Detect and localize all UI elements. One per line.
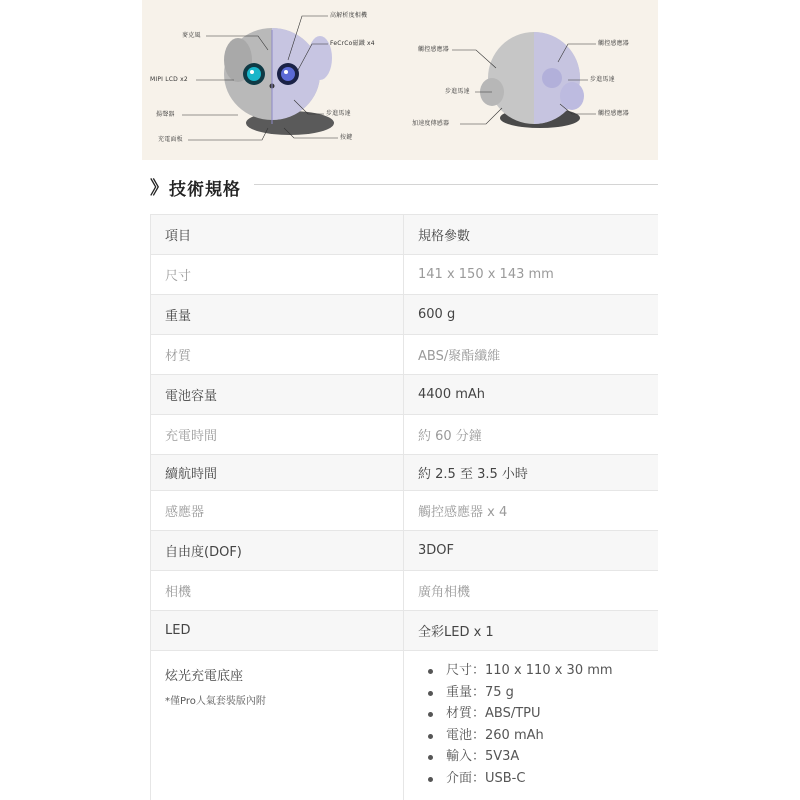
table-row xyxy=(150,415,658,455)
section-divider xyxy=(254,184,658,185)
row-value: 600 g xyxy=(418,307,456,322)
label-fecrco-magnet: FeCrCo磁鐵 x4 xyxy=(330,40,375,47)
list-item: 電池：260 mAh xyxy=(428,725,613,747)
row-value: 全彩LED x 1 xyxy=(418,625,494,640)
label-hd-camera: 高解析度相機 xyxy=(330,12,368,19)
label-charging-panel: 充電面板 xyxy=(158,136,183,143)
row-value: 約 2.5 至 3.5 小時 xyxy=(418,467,528,482)
label-accelerometer: 加速度傳感器 xyxy=(412,120,450,127)
row-value: 約 60 分鐘 xyxy=(418,429,482,444)
label-touch-sensor-left: 觸控感應器 xyxy=(418,46,450,53)
label-button: 按鍵 xyxy=(340,134,353,141)
table-row xyxy=(150,455,658,491)
header-value: 規格參數 xyxy=(418,229,471,244)
table-row xyxy=(150,295,658,335)
row-value: 3DOF xyxy=(418,543,454,558)
product-diagram xyxy=(142,0,658,160)
label-stepper-motor-left: 步進馬達 xyxy=(445,88,470,95)
row-value: 觸控感應器 x 4 xyxy=(418,505,508,520)
dock-item-label: 炫光充電底座 xyxy=(165,669,244,684)
table-row xyxy=(150,335,658,375)
specs-table xyxy=(150,214,658,800)
label-stepper-motor-center: 步進馬達 xyxy=(326,110,351,117)
row-item: 重量 xyxy=(150,295,404,334)
list-item: 重量：75 g xyxy=(428,682,613,704)
diagram-leader-lines xyxy=(142,0,658,160)
header-item: 項目 xyxy=(150,215,404,254)
list-item: 尺寸：110 x 110 x 30 mm xyxy=(428,660,613,682)
table-header-row xyxy=(150,215,658,255)
table-row xyxy=(150,571,658,611)
row-item: 感應器 xyxy=(150,491,404,530)
row-value: ABS/聚酯纖維 xyxy=(418,349,501,364)
list-item: 輸入：5V3A xyxy=(428,746,613,768)
label-microphone: 麥克風 xyxy=(182,32,201,39)
label-touch-sensor-bottom: 觸控感應器 xyxy=(598,110,630,117)
table-row-charging-dock xyxy=(150,651,658,800)
row-item: 材質 xyxy=(150,335,404,374)
dock-spec-list xyxy=(418,660,613,789)
section-header xyxy=(142,162,658,204)
label-mipi-lcd: MIPI LCD x2 xyxy=(150,76,188,83)
row-item: 自由度(DOF) xyxy=(150,531,404,570)
dock-note: *僅Pro人氣套裝版內附 xyxy=(165,696,266,707)
row-item: LED xyxy=(150,611,404,650)
table-row xyxy=(150,491,658,531)
row-item: 電池容量 xyxy=(150,375,404,414)
row-item: 尺寸 xyxy=(150,255,404,294)
label-touch-sensor-top: 觸控感應器 xyxy=(598,40,630,47)
list-item: 材質：ABS/TPU xyxy=(428,703,613,725)
list-item: 介面：USB-C xyxy=(428,768,613,790)
row-item: 充電時間 xyxy=(150,415,404,454)
section-title: 技術規格 xyxy=(169,180,241,200)
row-value xyxy=(404,651,658,800)
table-row xyxy=(150,375,658,415)
row-item: 續航時間 xyxy=(150,455,404,490)
table-row xyxy=(150,531,658,571)
table-row xyxy=(150,611,658,651)
label-stepper-motor-right: 步進馬達 xyxy=(590,76,615,83)
row-value: 4400 mAh xyxy=(418,387,486,402)
chevron-double-right-icon: 》 xyxy=(150,178,168,199)
row-value: 廣角相機 xyxy=(418,585,471,600)
label-speaker: 揚聲器 xyxy=(156,111,175,118)
row-item xyxy=(150,651,404,800)
row-value: 141 x 150 x 143 mm xyxy=(418,267,554,282)
row-item: 相機 xyxy=(150,571,404,610)
table-row xyxy=(150,255,658,295)
